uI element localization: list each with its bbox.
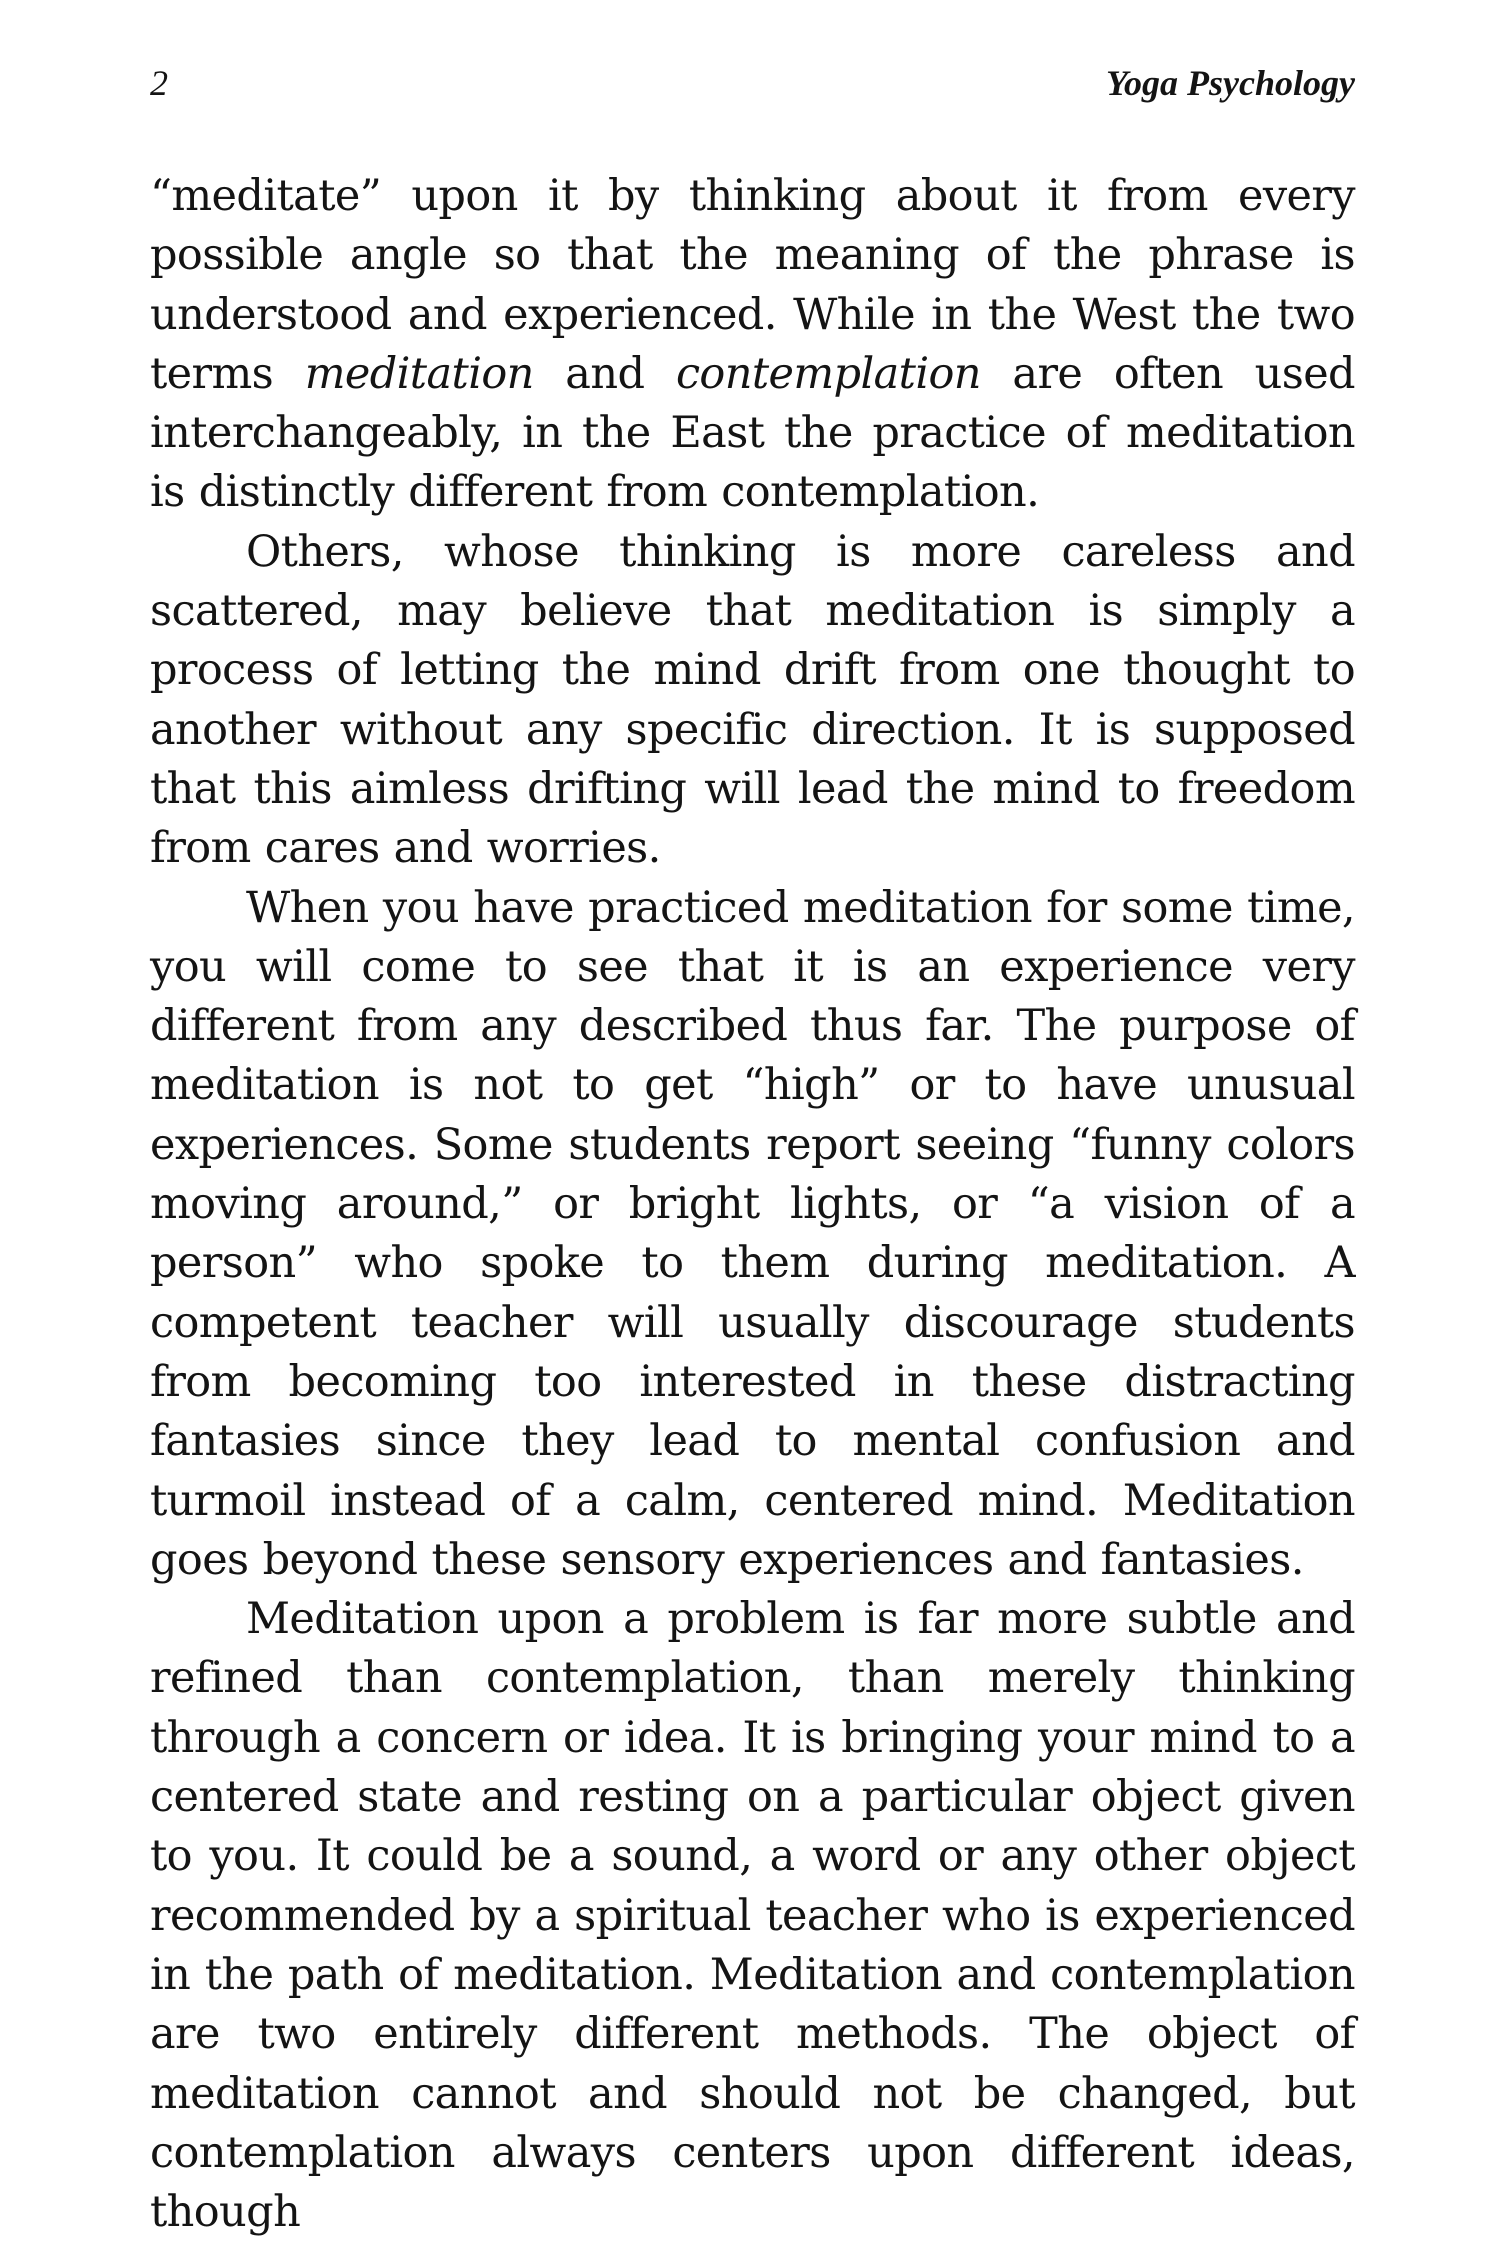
term-contemplation: contemplation bbox=[675, 348, 981, 399]
page-number: 2 bbox=[150, 63, 168, 103]
paragraph-1-text-a: “meditate” upon it by thinking about it from every possible angle so that the meaning of the phrase is understood and experienced. While in the West the two terms bbox=[150, 171, 1355, 399]
page-header bbox=[150, 62, 1355, 112]
paragraph-2: Others, whose thinking is more careless and scattered, may believe that meditation is simply a process of letting the mind drift from one thought to another without any specific direction. It is supposed that this aimless drifting will lead the mind to freedom from cares and worries. bbox=[150, 526, 1355, 874]
term-meditation: meditation bbox=[304, 348, 534, 399]
paragraph-1-text-b: and bbox=[533, 348, 676, 399]
body-text bbox=[150, 167, 1355, 2242]
paragraph-1-text-c: are often used interchangeably, in the East the practice of meditation is distinctly different from contemplation. bbox=[150, 348, 1355, 518]
running-title: Yoga Psychology bbox=[1106, 63, 1355, 103]
paragraph-3: When you have practiced meditation for some time, you will come to see that it is an experience very different from any described thus far. The purpose of meditation is not to get “high” or to have unusual experiences. Some students report seeing “funny colors moving around,” or bright lights, or “a vision of a person” who spoke to them during meditation. A competent teacher will usually discourage students from becoming too interested in these distracting fantasies since they lead to mental confusion and turmoil instead of a calm, centered mind. Meditation goes beyond these sensory experiences and fantasies. bbox=[150, 882, 1355, 1585]
paragraph-4: Meditation upon a problem is far more subtle and refined than contemplation, than merely thinking through a concern or idea. It is bringing your mind to a centered state and resting on a particular object given to you. It could be a sound, a word or any other object recommended by a spiritual teacher who is experienced in the path of meditation. Meditation and contemplation are two entirely different methods. The object of meditation cannot and should not be changed, but contemplation always centers upon different ideas, though bbox=[150, 1594, 1355, 2238]
paragraph-1 bbox=[150, 167, 1355, 523]
